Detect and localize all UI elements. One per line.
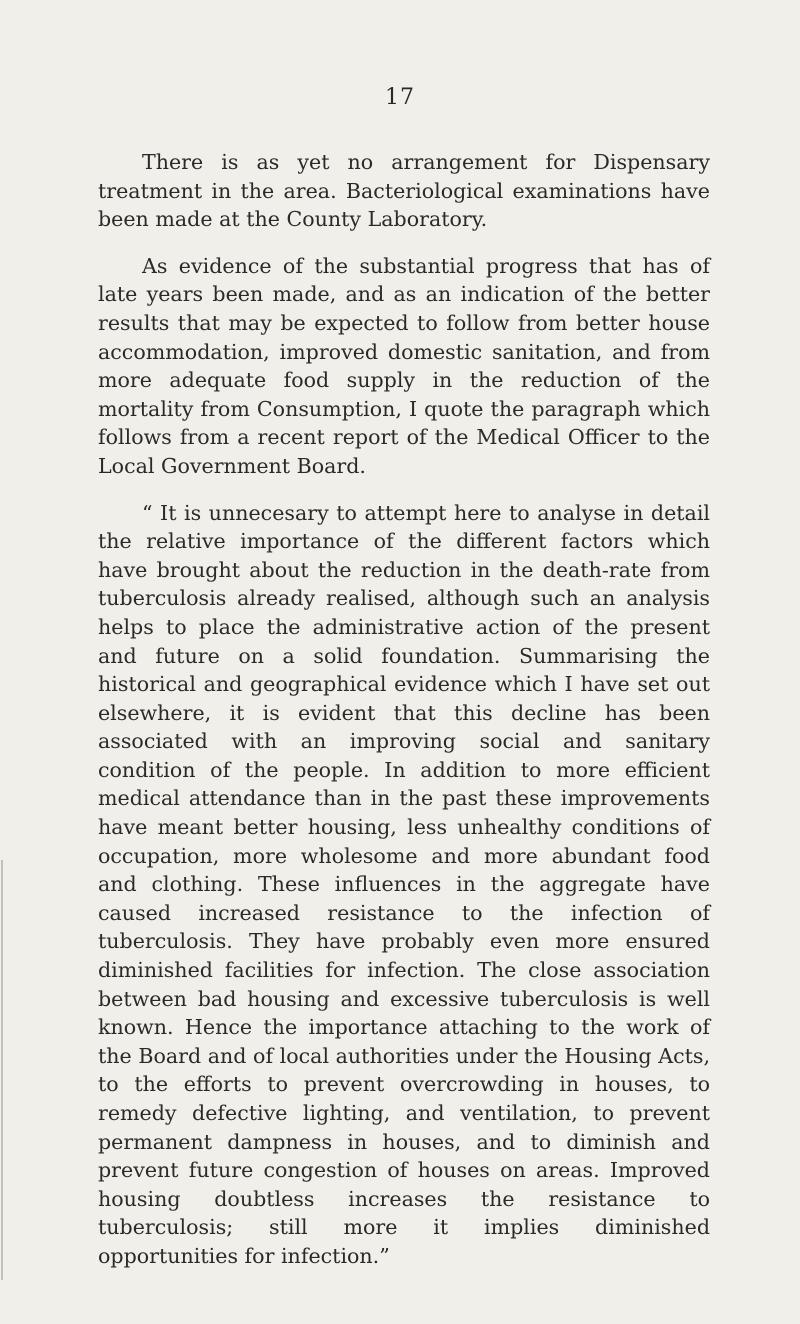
- paragraph-quotation: “ It is unnecesary to attempt here to analyse in detail the relative importance of the different factors which have brought about the reduction in the death-rate from tuberculosis already realised, although such an analysis helps to place the administrative action of the present and future on a solid foundation. Summarising the historical and geographical evidence which I have set out elsewhere, it is evident that this decline has been associated with an improving social and sanitary condition of the people. In addition to more efficient medical attendance than in the past these improvements have meant better housing, less unhealthy conditions of occupation, more wholesome and more abundant food and clothing. These influences in the aggregate have caused increased resistance to the infection of tuberculosis. They have probably even more ensured diminished facilities for infection. The close association between bad housing and excessive tuberculosis is well known. Hence the importance attaching to the work of the Board and of local authorities under the Housing Acts, to the efforts to prevent overcrowding in houses, to remedy defective lighting, and ventilation, to prevent permanent dampness in houses, and to diminish and prevent future congestion of houses on areas. Improved housing doubtless increases the resistance to tuberculosis; still more it implies diminished opportunities for infection.”: [98, 500, 710, 1268]
- paragraph-evidence: As evidence of the substantial progress that has of late years been made, and as an indication of the better results that may be expected to follow from better house accommodation, improved domestic sanitation, and from more adequate food supply in the reduction of the mortality from Consumption, I quote the paragraph which follows from a recent report of the Medical Officer to the Local Government Board.: [98, 253, 710, 478]
- body-text: [98, 148, 710, 1271]
- scan-edge-line: [1, 860, 3, 1280]
- paragraph-dispensary: There is as yet no arrangement for Dispensary treatment in the area. Bacteriological examinations have been made at the County Laboratory.: [98, 150, 710, 232]
- page-number: 17: [385, 85, 415, 110]
